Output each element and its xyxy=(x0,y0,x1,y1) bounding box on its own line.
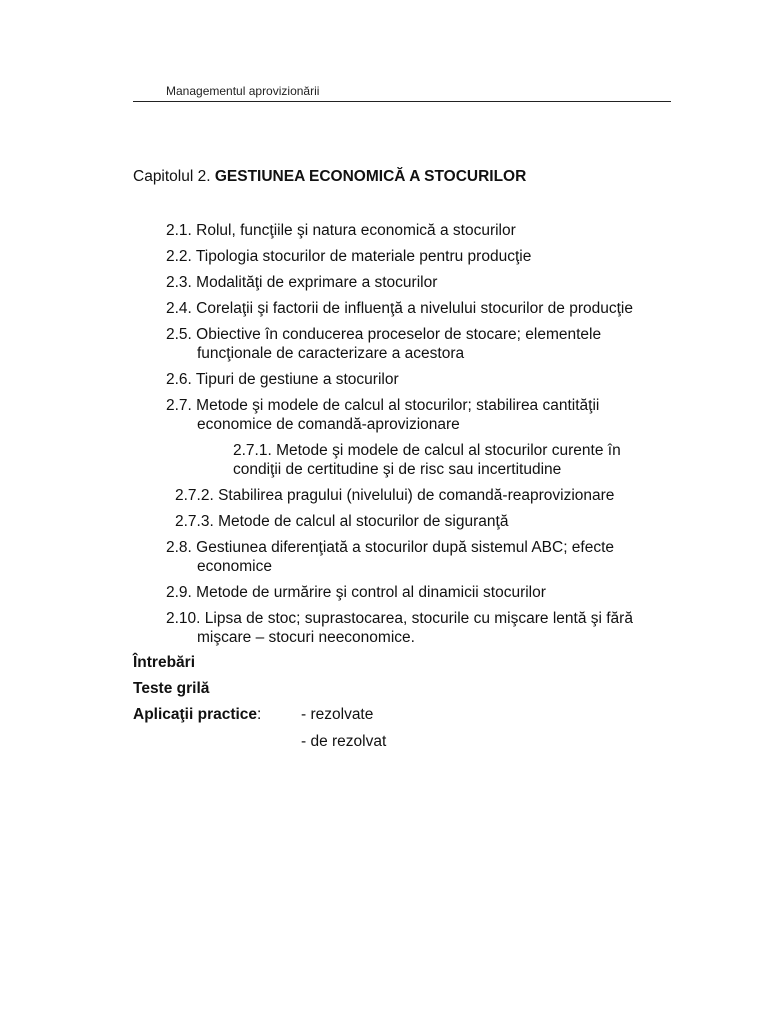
toc-item-text: 2.7.2. Stabilirea pragului (nivelului) de comandă-reaprovizionare xyxy=(175,487,615,504)
toc-item-text: 2.7.1. Metode şi modele de calcul al stocurilor curente în xyxy=(233,442,621,459)
toc-item-2-4 xyxy=(166,299,633,318)
toc-item-2-3 xyxy=(166,273,437,292)
toc-item-text: 2.5. Obiective în conducerea proceselor de stocare; elementele xyxy=(166,326,602,343)
toc-item-text: 2.7.3. Metode de calcul al stocurilor de siguranţă xyxy=(175,513,509,530)
toc-item-2-7-1 xyxy=(233,441,621,479)
toc-item-2-5 xyxy=(166,325,601,363)
applications-colon: : xyxy=(257,706,262,723)
toc-item-text: 2.2. Tipologia stocurilor de materiale pentru producţie xyxy=(166,248,532,265)
toc-item-text: 2.3. Modalităţi de exprimare a stocurilor xyxy=(166,274,438,291)
toc-item-text: 2.4. Corelaţii şi factorii de influenţă a nivelului stocurilor de producţie xyxy=(166,300,633,317)
tests-heading: Teste grilă xyxy=(133,680,210,697)
toc-item-2-7 xyxy=(166,396,599,434)
applications-to-solve: - de rezolvat xyxy=(301,733,387,750)
questions-heading: Întrebări xyxy=(133,654,196,671)
toc-item-2-7-2 xyxy=(175,486,614,505)
toc-item-text: 2.9. Metode de urmărire şi control al dinamicii stocurilor xyxy=(166,584,546,601)
toc-item-text: 2.8. Gestiunea diferenţiată a stocurilor după sistemul ABC; efecte xyxy=(166,539,615,556)
applications-solved: - rezolvate xyxy=(301,706,374,723)
toc-item-2-6 xyxy=(166,370,399,389)
toc-item-2-8 xyxy=(166,538,614,576)
running-title: Managementul aprovizionării xyxy=(166,84,320,98)
toc-item-text: 2.1. Rolul, funcţiile şi natura economică a stocurilor xyxy=(166,222,516,239)
toc-item-2-2 xyxy=(166,247,531,266)
toc-item-continuation: economice de comandă-aprovizionare xyxy=(197,416,460,433)
toc-item-2-7-3 xyxy=(175,512,508,531)
toc-item-continuation: economice xyxy=(197,558,272,575)
applications-heading xyxy=(133,706,261,724)
toc-item-text: 2.10. Lipsa de stoc; suprastocarea, stocurile cu mişcare lentă şi fără xyxy=(166,610,633,627)
toc-item-continuation: condiţii de certitudine şi de risc sau incertitudine xyxy=(233,461,562,478)
toc-item-2-10 xyxy=(166,609,633,647)
toc-item-text: 2.6. Tipuri de gestiune a stocurilor xyxy=(166,371,399,388)
toc-item-text: 2.7. Metode şi modele de calcul al stocurilor; stabilirea cantităţii xyxy=(166,397,600,414)
toc-item-continuation: mişcare – stocuri neeconomice. xyxy=(197,629,415,646)
toc-item-2-1 xyxy=(166,221,516,240)
toc-item-continuation: funcţionale de caracterizare a acestora xyxy=(197,345,465,362)
chapter-prefix: Capitolul 2. xyxy=(133,168,215,185)
chapter-heading xyxy=(133,168,526,186)
header-rule xyxy=(133,101,671,102)
chapter-title: GESTIUNEA ECONOMICĂ A STOCURILOR xyxy=(214,168,527,185)
toc-item-2-9 xyxy=(166,583,546,602)
applications-label: Aplicaţii practice xyxy=(133,706,258,723)
